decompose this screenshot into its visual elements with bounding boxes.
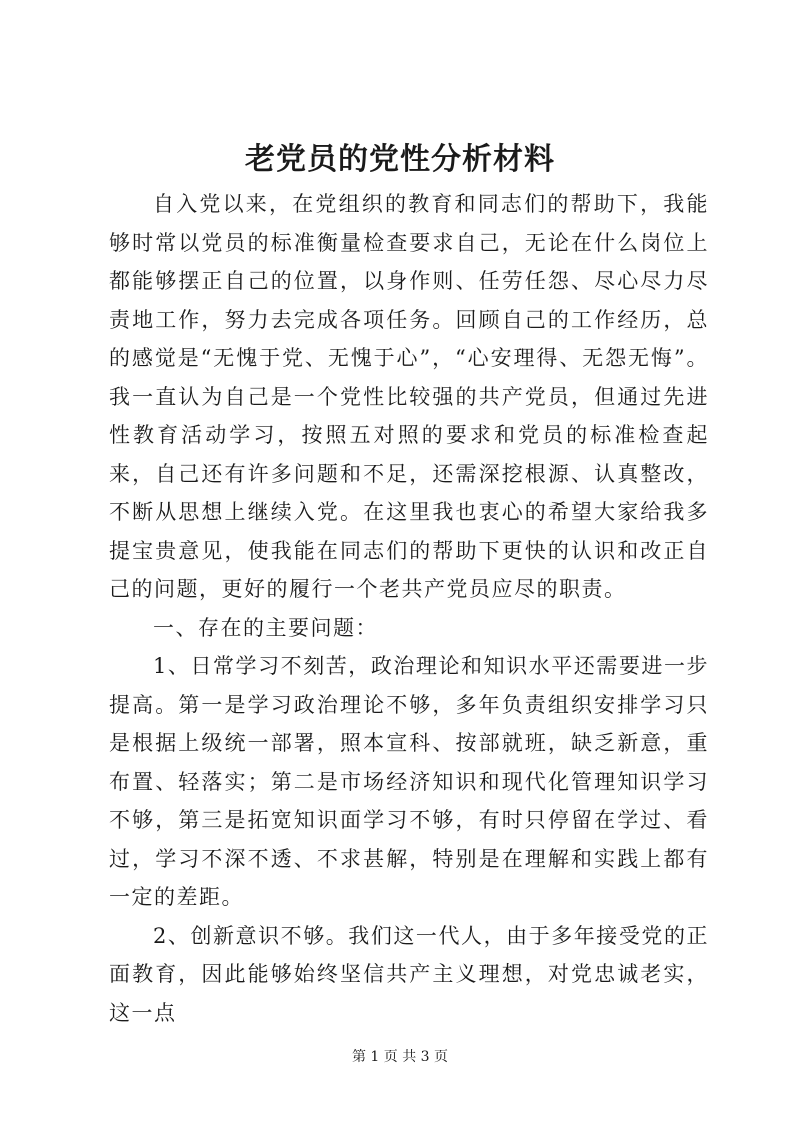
page-footer: 第 1 页 共 3 页 bbox=[351, 1049, 449, 1065]
paragraph-problem-1: 1、日常学习不刻苦，政治理论和知识水平还需要进一步提高。第一是学习政治理论不够，多年负责组织安排学习只是根据上级统一部署，照本宣科、按部就班，缺乏新意，重布置、轻落实；第二是市场经济知识和现代化管理知识学习不够，第三是拓宽知识面学习不够，有时只停留在学过、看过，学习不深不透、不求甚解，特别是在理解和实践上都有一定的差距。 bbox=[109, 654, 709, 909]
paragraph-problem-2: 2、创新意识不够。我们这一代人，由于多年接受党的正面教育，因此能够始终坚信共产主义理想，对党忠诚老实，这一点 bbox=[109, 923, 709, 1025]
document-title: 老党员的党性分析材料 bbox=[245, 142, 555, 177]
paragraph-intro: 自入党以来，在党组织的教育和同志们的帮助下，我能够时常以党员的标准衡量检查要求自己，无论在什么岗位上都能够摆正自己的位置，以身作则、任劳任怨、尽心尽力尽责地工作，努力去完成各项任务。回顾自己的工作经历，总的感觉是“无愧于党、无愧于心”，“心安理得、无怨无悔”。我一直认为自己是一个党性比较强的共产党员，但通过先进性教育活动学习，按照五对照的要求和党员的标准检查起来，自己还有许多问题和不足，还需深挖根源、认真整改，不断从思想上继续入党。在这里我也衷心的希望大家给我多提宝贵意见，使我能在同志们的帮助下更快的认识和改正自己的问题，更好的履行一个老共产党员应尽的职责。 bbox=[109, 192, 709, 601]
section-heading-main-problems: 一、存在的主要问题： bbox=[153, 615, 378, 640]
document-body bbox=[109, 185, 709, 1032]
